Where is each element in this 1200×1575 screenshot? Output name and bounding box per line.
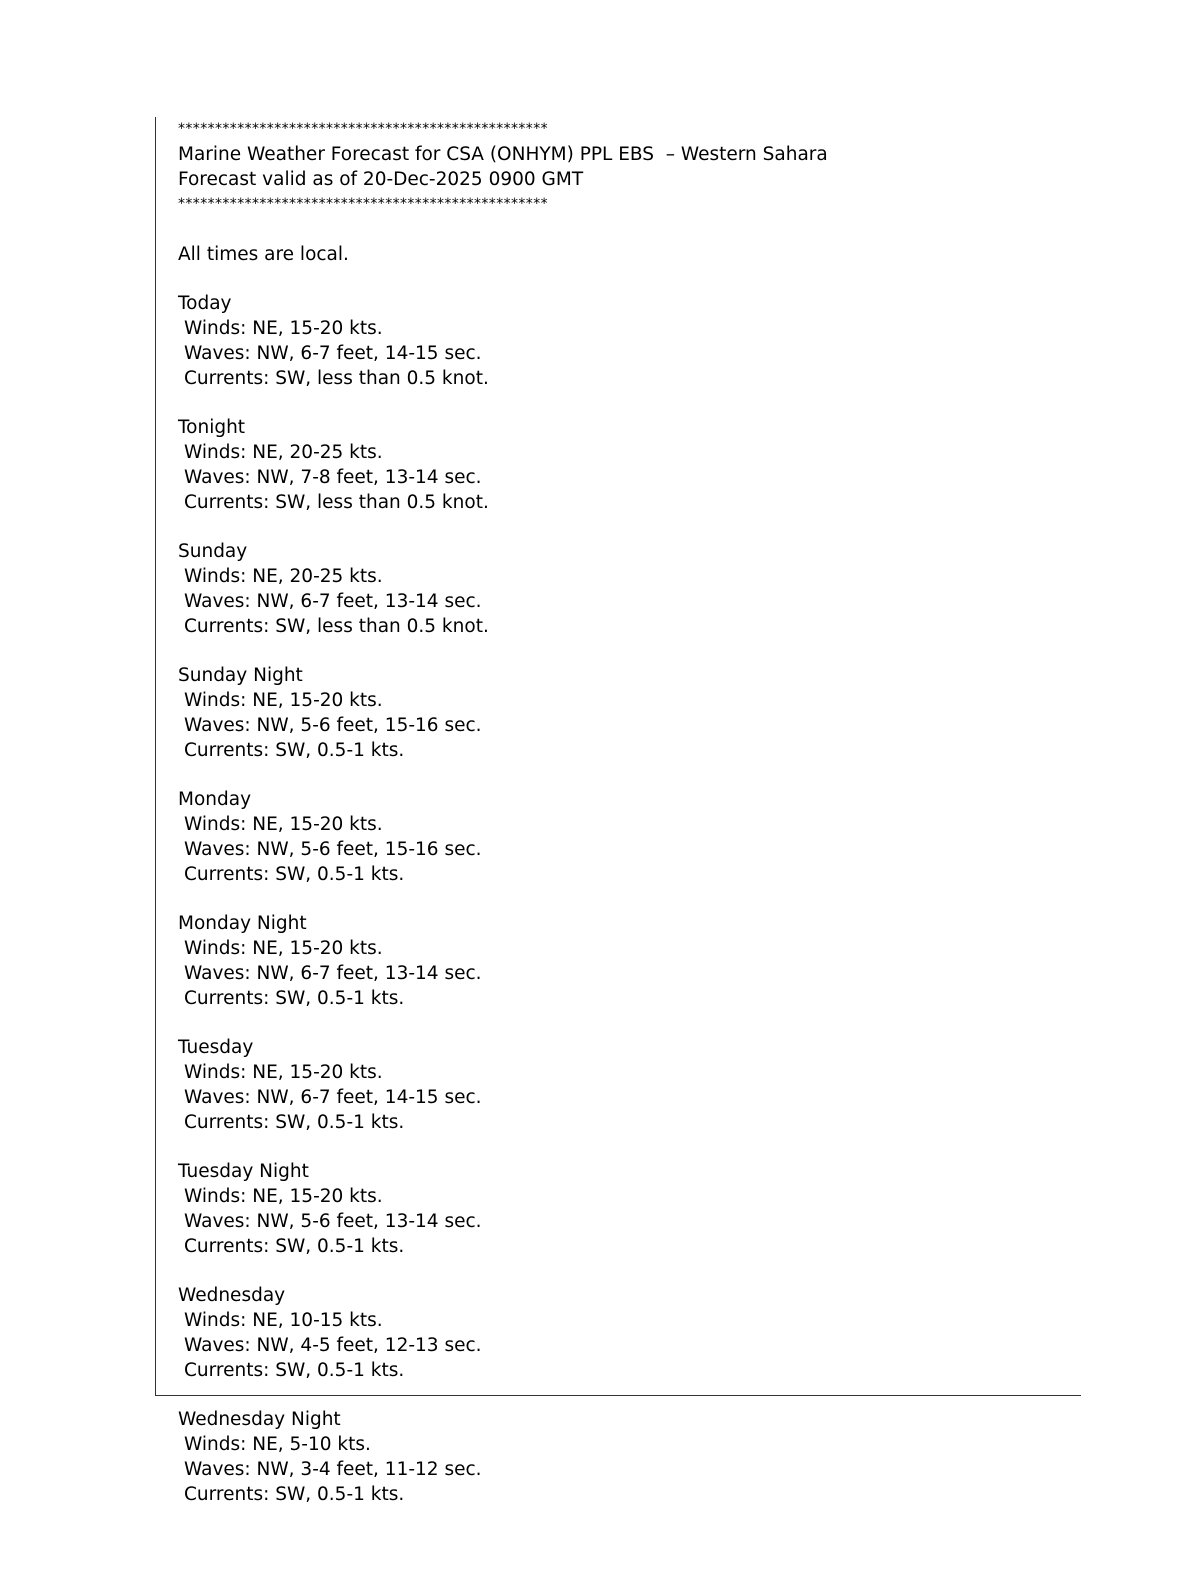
spacer xyxy=(178,1135,1078,1159)
period-currents: Currents: SW, less than 0.5 knot. xyxy=(184,492,489,513)
period-currents: Currents: SW, 0.5-1 kts. xyxy=(184,1360,405,1381)
period-waves: Waves: NW, 6-7 feet, 14-15 sec. xyxy=(184,343,482,364)
period-currents: Currents: SW, less than 0.5 knot. xyxy=(184,616,489,637)
forecast-period-tonight xyxy=(178,415,1078,515)
spacer xyxy=(178,887,1078,911)
spacer xyxy=(178,391,1078,415)
period-winds: Winds: NE, 15-20 kts. xyxy=(184,814,383,835)
period-currents: Currents: SW, 0.5-1 kts. xyxy=(184,1484,405,1505)
stars-divider-top: ************************************************** xyxy=(178,121,548,137)
period-winds: Winds: NE, 5-10 kts. xyxy=(184,1434,371,1455)
spacer xyxy=(178,1259,1078,1283)
frame-left-border xyxy=(155,117,156,1396)
period-name: Monday xyxy=(178,789,252,810)
period-name: Tonight xyxy=(178,417,246,438)
period-winds: Winds: NE, 15-20 kts. xyxy=(184,690,383,711)
period-name: Sunday xyxy=(178,541,248,562)
forecast-text xyxy=(178,117,1078,1507)
period-waves: Waves: NW, 4-5 feet, 12-13 sec. xyxy=(184,1335,482,1356)
forecast-title: Marine Weather Forecast for CSA (ONHYM) PPL EBS – Western Sahara xyxy=(178,144,828,165)
period-name: Monday Night xyxy=(178,913,307,934)
period-currents: Currents: SW, 0.5-1 kts. xyxy=(184,1112,405,1133)
forecast-period-today xyxy=(178,291,1078,391)
period-winds: Winds: NE, 20-25 kts. xyxy=(184,566,383,587)
period-name: Tuesday xyxy=(178,1037,254,1058)
period-currents: Currents: SW, less than 0.5 knot. xyxy=(184,368,489,389)
period-waves: Waves: NW, 7-8 feet, 13-14 sec. xyxy=(184,467,482,488)
period-name: Today xyxy=(178,293,232,314)
period-name: Sunday Night xyxy=(178,665,303,686)
times-note: All times are local. xyxy=(178,244,349,265)
period-currents: Currents: SW, 0.5-1 kts. xyxy=(184,740,405,761)
period-currents: Currents: SW, 0.5-1 kts. xyxy=(184,1236,405,1257)
period-waves: Waves: NW, 6-7 feet, 13-14 sec. xyxy=(184,591,482,612)
stars-divider-bottom: ************************************************** xyxy=(178,196,548,212)
period-winds: Winds: NE, 15-20 kts. xyxy=(184,1186,383,1207)
period-winds: Winds: NE, 20-25 kts. xyxy=(184,442,383,463)
period-winds: Winds: NE, 15-20 kts. xyxy=(184,318,383,339)
period-waves: Waves: NW, 6-7 feet, 13-14 sec. xyxy=(184,963,482,984)
forecast-period-sunday xyxy=(178,539,1078,639)
spacer xyxy=(178,267,1078,291)
forecast-period-wednesday xyxy=(178,1283,1078,1383)
period-waves: Waves: NW, 6-7 feet, 14-15 sec. xyxy=(184,1087,482,1108)
period-winds: Winds: NE, 15-20 kts. xyxy=(184,1062,383,1083)
spacer xyxy=(178,515,1078,539)
forecast-period-monday xyxy=(178,787,1078,887)
period-currents: Currents: SW, 0.5-1 kts. xyxy=(184,988,405,1009)
period-waves: Waves: NW, 3-4 feet, 11-12 sec. xyxy=(184,1459,482,1480)
period-winds: Winds: NE, 15-20 kts. xyxy=(184,938,383,959)
forecast-period-tuesday xyxy=(178,1035,1078,1135)
period-currents: Currents: SW, 0.5-1 kts. xyxy=(184,864,405,885)
forecast-valid-time: Forecast valid as of 20-Dec-2025 0900 GMT xyxy=(178,169,584,190)
period-winds: Winds: NE, 10-15 kts. xyxy=(184,1310,383,1331)
spacer xyxy=(178,1383,1078,1407)
period-waves: Waves: NW, 5-6 feet, 13-14 sec. xyxy=(184,1211,482,1232)
period-waves: Waves: NW, 5-6 feet, 15-16 sec. xyxy=(184,839,482,860)
spacer xyxy=(178,763,1078,787)
spacer xyxy=(178,217,1078,242)
spacer xyxy=(178,639,1078,663)
period-waves: Waves: NW, 5-6 feet, 15-16 sec. xyxy=(184,715,482,736)
forecast-period-monday-night xyxy=(178,911,1078,1011)
period-name: Wednesday Night xyxy=(178,1409,341,1430)
forecast-period-tuesday-night xyxy=(178,1159,1078,1259)
forecast-period-sunday-night xyxy=(178,663,1078,763)
spacer xyxy=(178,1011,1078,1035)
forecast-period-wednesday-night xyxy=(178,1407,1078,1507)
period-name: Tuesday Night xyxy=(178,1161,309,1182)
period-name: Wednesday xyxy=(178,1285,286,1306)
